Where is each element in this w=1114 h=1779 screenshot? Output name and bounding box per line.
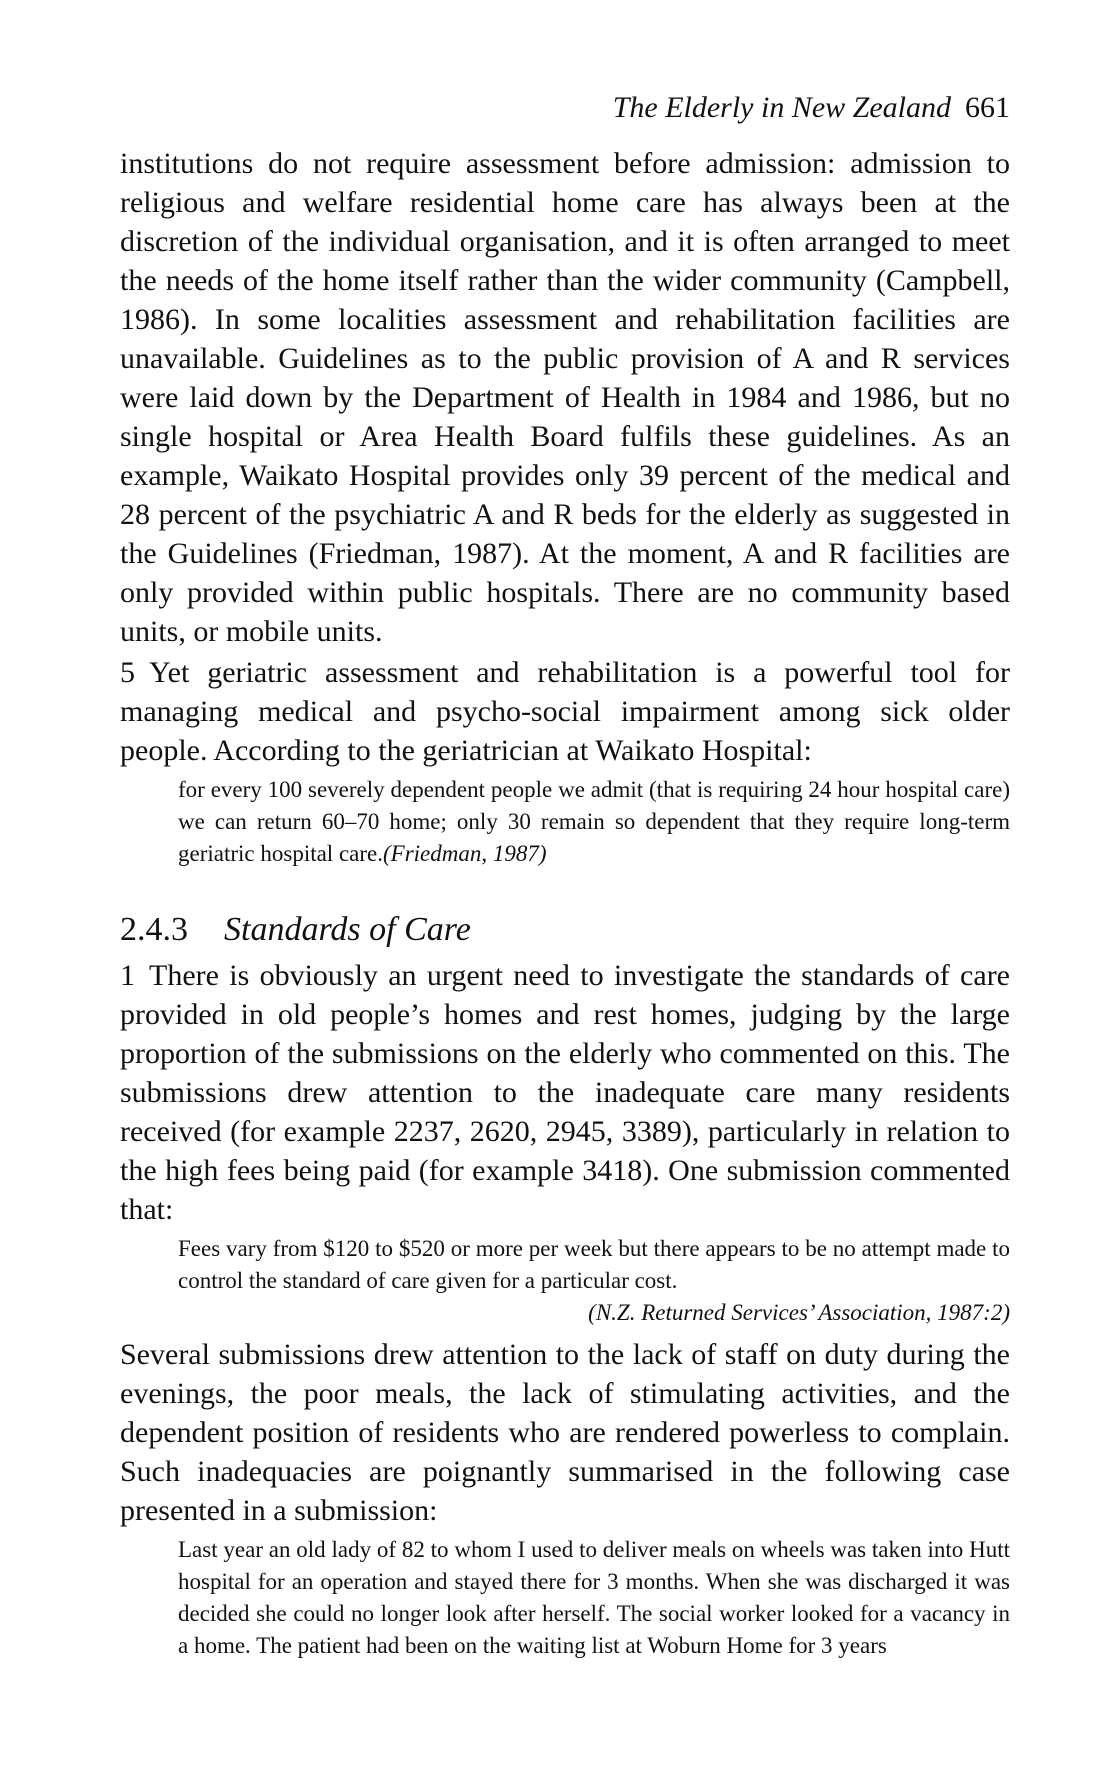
- paragraph-5-text: Yet geriatric assessment and rehabilitation is a powerful tool for managing medical and psycho-social impairment among sick older people. According to the geriatrician at Waikato Hospital:: [120, 656, 1010, 767]
- running-head-title: The Elderly in New Zealand: [612, 91, 951, 124]
- block-quote-rsa: [178, 1233, 1010, 1329]
- document-page: [120, 78, 1010, 1668]
- quote-citation: (Friedman, 1987): [382, 841, 547, 866]
- paragraph-institutions: institutions do not require assessment before admission: admission to religious and welfare residential home care has always been at the discretion of the individual organisation, and it is often arranged to meet the needs of the home itself rather than the wider community (Campbell, 1986). In some localities assessment and rehabilitation facilities are unavailable. Guidelines as to the public provision of A and R services were laid down by the Department of Health in 1984 and 1986, but no single hospital or Area Health Board fulfils these guidelines. As an example, Waikato Hospital provides only 39 percent of the medical and 28 percent of the psychiatric A and R beds for the elderly as suggested in the Guidelines (Friedman, 1987). At the moment, A and R facilities are only provided within public hospitals. There are no community based units, or mobile units.: [120, 147, 1010, 648]
- running-head: [120, 78, 1010, 138]
- section-number: 2.4.3: [120, 911, 188, 948]
- paragraph-number: 5: [120, 656, 135, 689]
- quote-text: Fees vary from $120 to $520 or more per week but there appears to be no attempt made to control the standard of care given for a particular cost.: [178, 1236, 1010, 1293]
- section-title: Standards of Care: [224, 911, 471, 948]
- quote-text: for every 100 severely dependent people we admit (that is requiring 24 hour hospital care) we can return 60–70 home; only 30 remain so dependent that they require long-term geriatric hospital care.: [178, 777, 1010, 866]
- page-number: 661: [965, 91, 1010, 124]
- section-heading: [120, 908, 1010, 952]
- paragraph-5: [120, 653, 1010, 770]
- block-quote-friedman: [178, 774, 1010, 870]
- paragraph-several-submissions: Several submissions drew attention to the lack of staff on duty during the evenings, the poor meals, the lack of stimulating activities, and the dependent position of residents who are rendered powerless to complain. Such inadequacies are poignantly summarised in the following case presented in a submission:: [120, 1338, 1010, 1527]
- quote-text: Last year an old lady of 82 to whom I used to deliver meals on wheels was taken into Hutt hospital for an operation and stayed there for 3 months. When she was discharged it was decided she could no longer look after herself. The social worker looked for a vacancy in a home. The patient had been on the waiting list at Woburn Home for 3 years: [178, 1537, 1010, 1658]
- paragraph-number: 1: [120, 959, 135, 992]
- paragraph-1: [120, 956, 1010, 1229]
- quote-citation: (N.Z. Returned Services’ Association, 1987:2): [588, 1300, 1010, 1325]
- paragraph-1-text: There is obviously an urgent need to investigate the standards of care provided in old people’s homes and rest homes, judging by the large proportion of the submissions on the elderly who commented on this. The submissions drew attention to the inadequate care many residents received (for example 2237, 2620, 2945, 3389), particularly in relation to the high fees being paid (for example 3418). One submission commented that:: [120, 959, 1010, 1226]
- block-quote-case: [178, 1534, 1010, 1662]
